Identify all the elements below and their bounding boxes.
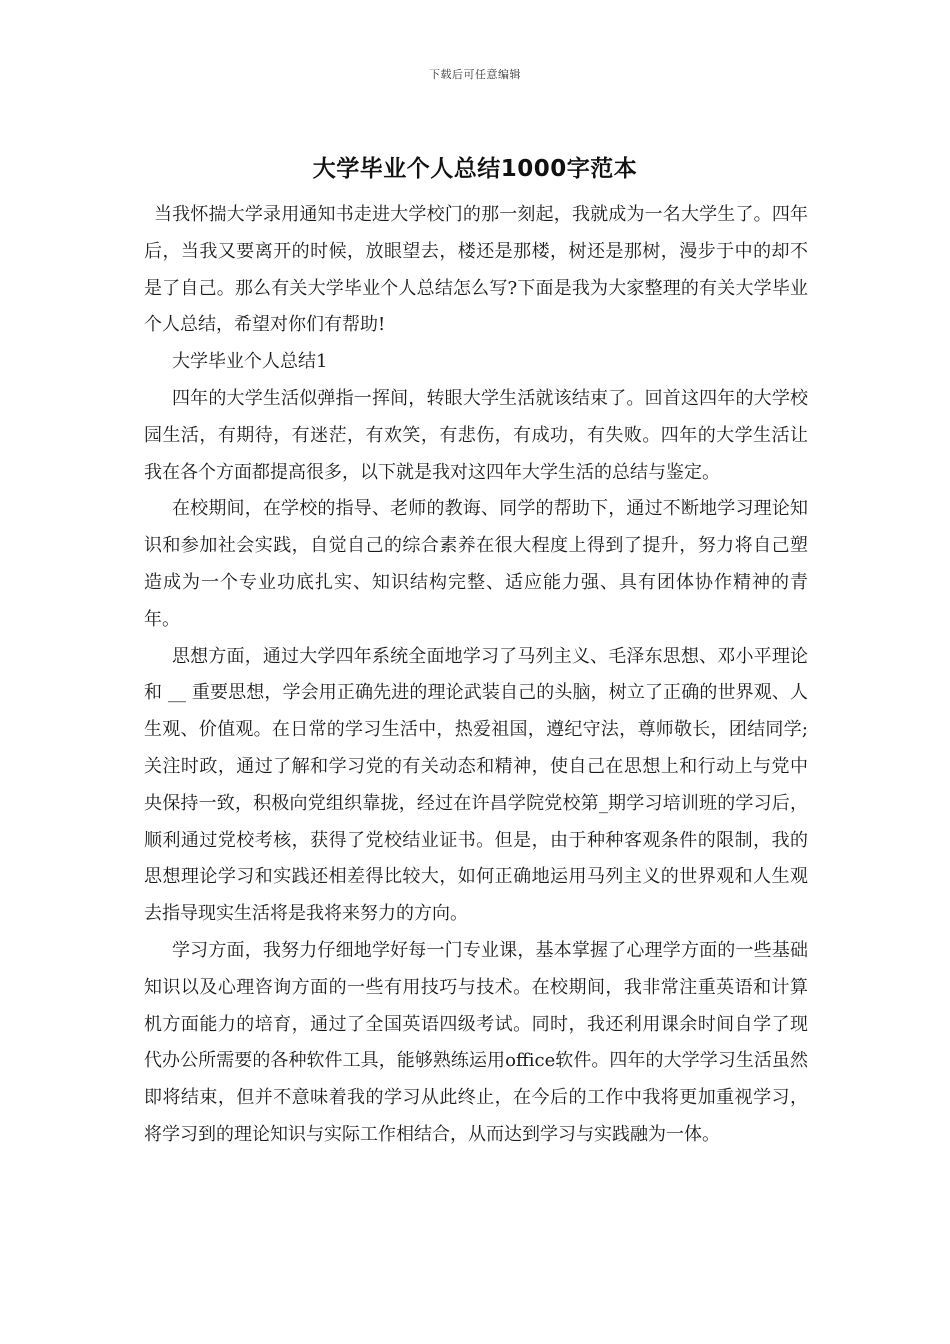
body-paragraph: 思想方面，通过大学四年系统全面地学习了马列主义、毛泽东思想、邓小平理论和 __ 重要思想，学会用正确先进的理论武装自己的头脑，树立了正确的世界观、人生观、价值观。在日常的学习生活中，热爱祖国，遵纪守法，尊师敬长，团结同学;关注时政，通过了解和学习党的有关动态和精神，使自己在思想上和行动上与党中央保持一致，积极向党组织靠拢，经过在许昌学院党校第_期学习培训班的学习后，顺利通过党校考核，获得了党校结业证书。但是，由于种种客观条件的限制，我的思想理论学习和实践还相差得比较大，如何正确地运用马列主义的世界观和人生观去指导现实生活将是我将来努力的方向。 (144, 645, 808, 925)
section-heading: 大学毕业个人总结1 (172, 351, 328, 373)
body-paragraph: 在校期间，在学校的指导、老师的教诲、同学的帮助下，通过不断地学习理论知识和参加社会实践，自觉自己的综合素养在很大程度上得到了提升，努力将自己塑造成为一个专业功底扎实、知识结构完整、适应能力强、具有团体协作精神的青年。 (144, 498, 808, 630)
intro-paragraph: 当我怀揣大学录用通知书走进大学校门的那一刻起，我就成为一名大学生了。四年后，当我又要离开的时候，放眼望去，楼还是那楼，树还是那树，漫步于中的却不是了自己。那么有关大学毕业个人总结怎么写?下面是我为大家整理的有关大学毕业个人总结，希望对你们有帮助! (144, 204, 808, 336)
document-title: 大学毕业个人总结1000字范本 (312, 156, 638, 182)
document-body (144, 197, 808, 1154)
body-paragraph: 四年的大学生活似弹指一挥间，转眼大学生活就该结束了。回首这四年的大学校园生活，有期待，有迷茫，有欢笑，有悲伤，有成功，有失败。四年的大学生活让我在各个方面都提高很多，以下就是我对这四年大学生活的总结与鉴定。 (144, 387, 808, 483)
page-header-note: 下载后可任意编辑 (429, 68, 521, 81)
body-paragraph: 学习方面，我努力仔细地学好每一门专业课，基本掌握了心理学方面的一些基础知识以及心理咨询方面的一些有用技巧与技术。在校期间，我非常注重英语和计算机方面能力的培育，通过了全国英语四级考试。同时，我还利用课余时间自学了现代办公所需要的各种软件工具，能够熟练运用office软件。四年的大学学习生活虽然即将结束，但并不意味着我的学习从此终止，在今后的工作中我将更加重视学习，将学习到的理论知识与实际工作相结合，从而达到学习与实践融为一体。 (144, 939, 808, 1145)
